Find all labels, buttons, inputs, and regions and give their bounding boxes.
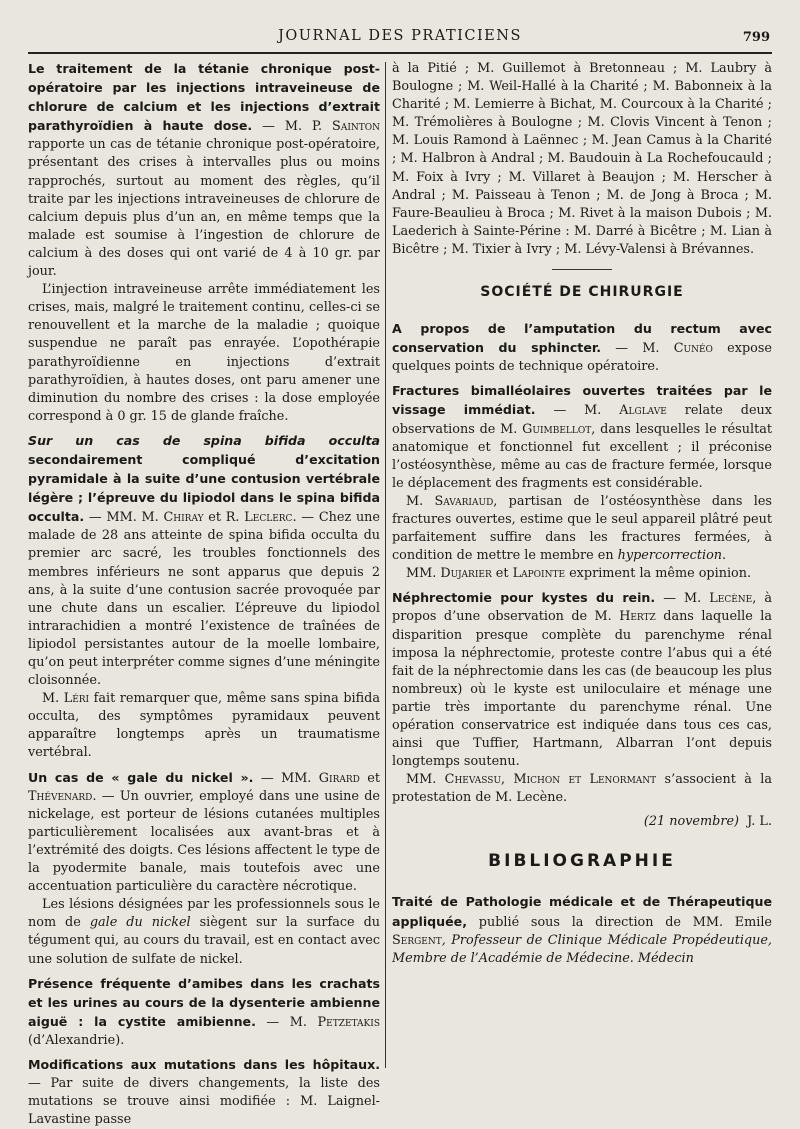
article-paragraph: Un cas de « gale du nickel ». — MM. Girard et Thévenard. — Un ouvrier, employé dans une usine de nickelage, est porteur de lésions cutanées multiples particulièrement localisées aux avant-bras et à l’extrémité des doigts. Ces lésions affectent le type de la pyodermite banale, mais toutefois avec une accentuation particulière du caractère nécrotique. — [28, 769, 380, 895]
article-paragraph: Modifications aux mutations dans les hôpitaux. — Par suite de divers changements, la liste des mutations se trouve ainsi modifiée : M. Laignel-Lavastine passe — [28, 1056, 380, 1128]
article-paragraph: MM. Dujarier et Lapointe expriment la même opinion. — [406, 566, 752, 582]
article-heading: Fractures bimalléolaires ouvertes traitées par le vissage immédiat. — [392, 383, 772, 418]
article-paragraph: Les lésions désignées par les professionnels sous le nom de gale du nickel siègent sur la surface du tégument qui, au cours du travail, est en contact avec une solution de sulfate de nickel. — [28, 897, 381, 967]
author-name: Girard — [318, 770, 360, 786]
session-date: (21 novembre) — [643, 814, 740, 830]
author-name: Léri — [63, 691, 90, 707]
article-heading: Modifications aux mutations dans les hôpitaux. — [28, 1056, 380, 1072]
article-rectum — [392, 320, 772, 376]
article-paragraph: Présence fréquente d’amibes dans les crachats et les urines au cours de la dysenterie ambienne aiguë : la cystite amibienne. — M. Petzetakis (d’Alexandrie). — [28, 975, 380, 1048]
header-rule — [28, 52, 772, 54]
bibliography-entry — [392, 893, 772, 967]
author-name: Chevassu, Michon et Lenormant — [444, 772, 657, 788]
article-heading-italic: Sur un cas de spina bifida occulta — [28, 432, 380, 448]
article-spina-bifida — [28, 432, 380, 763]
article-paragraph: Néphrectomie pour kystes du rein. — M. Lecène, à propos d’une observation de M. Hertz dans laquelle la disparition presque complète du parenchyme rénal imposa la néphrectomie, proteste contre l’abus qui a été fait de la néphrectomie dans les cas (de beaucoup les plus nombreux) où le kyste est uniloculaire et ménage une partie très importante du parenchyme rénal. Une opération conservatrice est indiquée dans tous ces cas, ainsi que Tuffier, Hartmann, Albarran l’ont depuis longtemps soutenu. — [392, 590, 772, 770]
article-nephrectomie — [392, 589, 772, 807]
article-paragraph: A propos de l’amputation du rectum avec conservation du sphincter. — M. Cunéo expose quelques points de technique opératoire. — [392, 321, 772, 375]
author-name: Lecène — [709, 591, 753, 607]
article-gale-nickel — [28, 769, 380, 969]
article-heading: Néphrectomie pour kystes du rein. — [392, 590, 656, 606]
article-paragraph: Fractures bimalléolaires ouvertes traitées par le vissage immédiat. — M. Alglave relate deux observations de M. Guimbellot, dans lesquelles le résultat anatomique et fonctionnel fut excellent ; il préconise l’ostéosynthèse, même au cas de fracture fermée, lorsque le déplacement des fragments est considérable. — [392, 383, 772, 491]
article-heading: Traité de Pathologie médicale et de Thérapeutique appliquée, — [392, 894, 772, 929]
article-paragraph: MM. Chevassu, Michon et Lenormant s’associent à la protestation de M. Lecène. — [392, 772, 773, 806]
article-heading: A propos de l’amputation du rectum avec conservation du sphincter. — [392, 321, 772, 356]
author-name: Cunéo — [673, 341, 713, 357]
running-header — [30, 28, 770, 52]
right-column — [392, 60, 772, 1070]
article-tetanie — [28, 60, 380, 426]
author-name: Alglave — [619, 403, 667, 419]
left-column — [28, 60, 381, 1128]
article-paragraph: M. Savariaud, partisan de l’ostéosynthèse dans les fractures ouvertes, estime que le seul appareil plâtré peut parfaitement suffire dans les fractures fermées, à condition de mettre le membre en hypercorrection. — [392, 493, 772, 564]
author-name: Guimbellot — [522, 421, 592, 437]
author-name: Sainton — [332, 119, 380, 135]
mutations-continuation: à la Pitié ; M. Guillemot à Bretonneau ; M. Laubry à Boulogne ; M. Weil-Hallé à la Charité ; M. Babonneix à la Charité ; M. Lemierre à Bichat, M. Courcoux à la Charité ; M. Trémolières à Boulogne ; M. Clovis Vincent à Tenon ; M. Louis Ramond à Laënnec ; M. Jean Camus à la Charité ; M. Halbron à Andral ; M. Baudouin à La Rochefoucauld ; M. Foix à Ivry ; M. Villaret à Beaujon ; M. Herscher à Andral ; M. Paisseau à Tenon ; M. de Jong à Broca ; M. Faure-Beaulieu à Broca ; M. Rivet à la maison Dubois ; M. Laederich à Sainte-Périne : M. Darré à Bicêtre ; M. Lian à Bicêtre ; M. Tixier à Ivry ; M. Lévy-Valensi à Brévannes. — [392, 61, 772, 257]
author-name: Chiray — [163, 510, 204, 526]
article-heading: Le traitement de la tétanie chronique post-opératoire par les injections intraveineuse de chlorure de calcium et les injections d’extrait parathyroïdien à haute dose. — [28, 61, 380, 134]
section-title: SOCIÉTÉ DE CHIRURGIE — [480, 284, 684, 301]
article-heading: Présence fréquente d’amibes dans les crachats et les urines au cours de la dysenterie ambienne aiguë : la cystite amibienne. — [28, 975, 380, 1029]
article-fractures — [392, 382, 772, 583]
article-heading: secondairement compliqué d’excitation pyramidale à la suite d’une contusion vertébrale légère ; l’épreuve du lipiodol dans le spina bifida occulta. — [28, 451, 380, 525]
signature: J. L. — [747, 814, 772, 830]
author-name: Savariaud — [434, 493, 494, 509]
date-signature — [392, 813, 772, 831]
article-paragraph: L’injection intraveineuse arrête immédiatement les crises, mais, malgré le traitement continu, celles-ci se renouvellent et la marche de la maladie ; quoique suspendue ne paraît pas enrayée. L’opothérapie parathyroïdienne en injections d’extrait parathyroïdien, à hautes doses, ont paru amener une diminution du nombre des crises : la dose employée correspond à 0 gr. 15 de glande fraîche. — [28, 282, 380, 424]
article-paragraph: M. Léri fait remarquer que, même sans spina bifida occulta, des symptômes pyramidaux peuvent apparaître longtemps après un traumatisme vertébral. — [28, 691, 380, 761]
article-paragraph: Traité de Pathologie médicale et de Thérapeutique appliquée, publié sous la direction de MM. Emile Sergent, Professeur de Clinique Médicale Propédeutique, Membre de l’Académie de Médecine. Médecin — [392, 894, 772, 966]
author-name: Lapointe — [512, 566, 566, 582]
author-name: Hertz — [619, 609, 656, 625]
page-number: 799 — [742, 30, 770, 45]
bibliography-title: BIBLIOGRAPHIE — [488, 851, 676, 872]
article-mutations — [28, 1056, 380, 1129]
article-paragraph: Le traitement de la tétanie chronique post-opératoire par les injections intraveineuse de chlorure de calcium et les injections d’extrait parathyroïdien à haute dose. — M. P. Sainton rapporte un cas de tétanie chronique post-opératoire, présentant des crises à intervalles plus ou moins rapprochés, surtout au moment des règles, qu’il traite par les injections intraveineuses de chlorure de calcium depuis plus d’un an, en même temps que la malade est soumise à l’ingestion de chlorure de calcium à des doses qui ont varié de 4 à 10 gr. par jour. — [28, 61, 380, 280]
author-name: Thévenard — [28, 788, 93, 804]
section-divider — [552, 269, 612, 270]
author-name: Leclerc — [244, 510, 293, 526]
author-name: Sergent — [392, 932, 442, 948]
article-paragraph: Sur un cas de spina bifida occulta secondairement compliqué d’excitation pyramidale à la suite d’une contusion vertébrale légère ; l’épreuve du lipiodol dans le spina bifida occulta. — MM. M. Chiray et R. Leclerc. — Chez une malade de 28 ans atteinte de spina bifida occulta du premier arc sacré, les troubles fonctionnels des membres inférieurs ne sont apparus que depuis 2 ans, à la suite d’une contusion sacrée provoquée par une chute dans un escalier. L’épreuve du lipiodol intrarachidien a montré l’existence de traînées de lipiodol persistantes autour de la moelle lombaire, qu’on peut interpréter comme signes d’une méningite cloisonnée. — [28, 432, 381, 689]
journal-title: JOURNAL DES PRATICIENS — [278, 28, 522, 44]
author-name: Dujarier — [440, 566, 492, 582]
author-name: Petzetakis — [317, 1014, 380, 1030]
article-amibes — [28, 975, 380, 1050]
column-divider — [385, 62, 386, 1068]
article-heading: Un cas de « gale du nickel ». — [28, 769, 254, 785]
